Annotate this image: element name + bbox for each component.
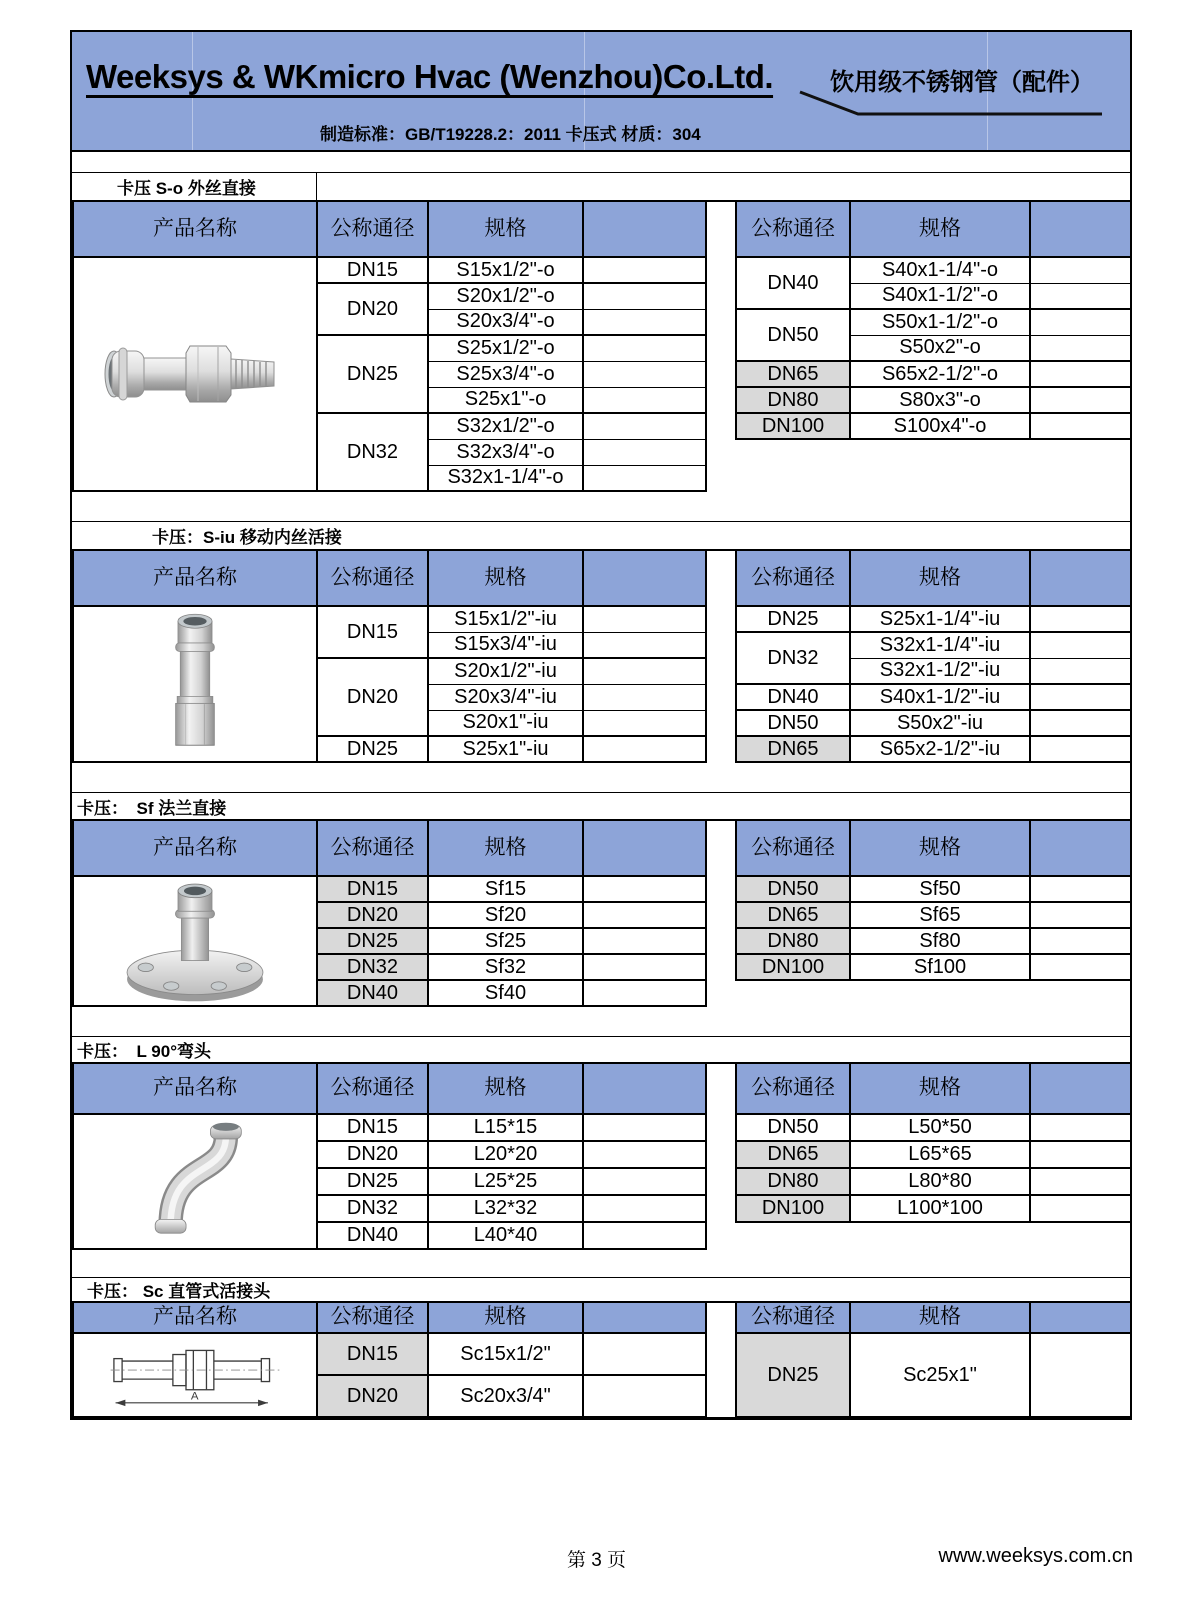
dn-cell: DN50 — [736, 309, 850, 361]
section-body — [72, 1064, 1130, 1249]
dn-cell: DN40 — [736, 257, 850, 309]
section-title-text: 卡压： Sf 法兰直接 — [77, 798, 227, 818]
table-row — [736, 1195, 1131, 1222]
table-row — [73, 1114, 706, 1141]
spec-cell: S25x3/4"-o — [428, 361, 583, 387]
blank-cell — [1030, 684, 1131, 710]
product-category-title: 饮用级不锈钢管（配件） — [830, 69, 1094, 96]
section-gap — [72, 491, 1130, 521]
section-gap — [72, 1249, 1130, 1277]
product-image-press-90-elbow — [73, 1114, 317, 1249]
dn-cell: DN15 — [317, 257, 428, 283]
dn-cell: DN40 — [736, 684, 850, 710]
blank-cell — [583, 1222, 706, 1249]
spec-cell: L32*32 — [428, 1195, 583, 1222]
blank-cell — [1030, 736, 1131, 762]
blank-cell — [583, 257, 706, 283]
table-row — [73, 876, 706, 902]
blank-cell — [583, 1195, 706, 1222]
dn-cell: DN50 — [736, 710, 850, 736]
dn-cell: DN15 — [317, 606, 428, 658]
spec-cell: S50x2"-iu — [850, 710, 1030, 736]
column-header-blank — [1030, 1064, 1131, 1114]
column-header: 公称通径 — [317, 1303, 428, 1333]
dn-cell: DN50 — [736, 876, 850, 902]
blank-cell — [583, 1375, 706, 1417]
product-image-press-flange-adapter — [73, 876, 317, 1006]
blank-cell — [583, 954, 706, 980]
blank-cell — [583, 309, 706, 335]
blank-cell — [583, 928, 706, 954]
product-image-press-male-thread-adapter — [73, 257, 317, 491]
dn-cell: DN20 — [317, 658, 428, 736]
spec-cell: L80*80 — [850, 1168, 1030, 1195]
column-header: 规格 — [428, 551, 583, 606]
sections-container — [72, 152, 1130, 1417]
dn-cell: DN80 — [736, 1168, 850, 1195]
spec-cell: S65x2-1/2"-iu — [850, 736, 1030, 762]
blank-cell — [583, 439, 706, 465]
spec-cell: Sf50 — [850, 876, 1030, 902]
spec-cell: Sf20 — [428, 902, 583, 928]
column-header-blank — [583, 1303, 706, 1333]
table-row — [736, 684, 1131, 710]
blank-cell — [583, 902, 706, 928]
dn-cell: DN25 — [736, 1333, 850, 1417]
table-row — [73, 606, 706, 632]
blank-cell — [583, 1114, 706, 1141]
blank-cell — [1030, 606, 1131, 632]
spec-cell: S80x3"-o — [850, 387, 1030, 413]
table-row — [73, 257, 706, 283]
section-body — [72, 821, 1130, 1006]
blank-cell — [1030, 1141, 1131, 1168]
column-header: 公称通径 — [736, 1303, 850, 1333]
dn-cell: DN15 — [317, 1333, 428, 1375]
blank-cell — [583, 658, 706, 684]
column-header: 产品名称 — [73, 1064, 317, 1114]
table-row — [736, 387, 1131, 413]
spec-table-left — [72, 551, 707, 763]
spec-cell: S25x1/2"-o — [428, 335, 583, 361]
column-header: 规格 — [428, 1064, 583, 1114]
spec-cell: S15x1/2"-o — [428, 257, 583, 283]
blank-cell — [1030, 902, 1131, 928]
table-row — [736, 309, 1131, 335]
blank-cell — [583, 361, 706, 387]
section-gap — [72, 762, 1130, 792]
dn-cell: DN25 — [317, 335, 428, 413]
blank-cell — [1030, 361, 1131, 387]
column-header: 规格 — [850, 202, 1030, 257]
blank-cell — [583, 684, 706, 710]
section-body — [72, 551, 1130, 762]
column-header: 公称通径 — [736, 551, 850, 606]
blank-cell — [583, 1141, 706, 1168]
section-title — [72, 1277, 1130, 1303]
spec-cell: L20*20 — [428, 1141, 583, 1168]
table-row — [736, 928, 1131, 954]
spec-cell: S25x1-1/4"-iu — [850, 606, 1030, 632]
spec-cell: L40*40 — [428, 1222, 583, 1249]
spec-cell: L100*100 — [850, 1195, 1030, 1222]
dn-cell: DN32 — [736, 632, 850, 684]
spec-cell: Sf80 — [850, 928, 1030, 954]
column-header: 公称通径 — [317, 821, 428, 876]
blank-cell — [1030, 1168, 1131, 1195]
dn-cell: DN50 — [736, 1114, 850, 1141]
section-body — [72, 202, 1130, 491]
dn-cell: DN100 — [736, 954, 850, 980]
spec-cell: S32x3/4"-o — [428, 439, 583, 465]
column-header: 公称通径 — [317, 1064, 428, 1114]
column-header-blank — [1030, 202, 1131, 257]
dn-cell: DN25 — [736, 606, 850, 632]
blank-cell — [583, 465, 706, 491]
column-header-blank — [1030, 1303, 1131, 1333]
column-header: 公称通径 — [736, 1064, 850, 1114]
section-title-text: 卡压：S-iu 移动内丝活接 — [152, 528, 342, 547]
blank-cell — [1030, 710, 1131, 736]
dn-cell: DN65 — [736, 736, 850, 762]
spec-cell: S65x2-1/2"-o — [850, 361, 1030, 387]
section-title — [72, 521, 1130, 551]
spec-cell: L25*25 — [428, 1168, 583, 1195]
column-header: 规格 — [850, 821, 1030, 876]
blank-cell — [583, 387, 706, 413]
section-title-text: 卡压： Sc 直管式活接头 — [87, 1282, 271, 1301]
blank-cell — [1030, 954, 1131, 980]
column-header: 公称通径 — [736, 821, 850, 876]
blank-cell — [1030, 413, 1131, 439]
blank-cell — [583, 736, 706, 762]
decorative-swoosh-line — [772, 87, 1117, 122]
dn-cell: DN100 — [736, 1195, 850, 1222]
spec-cell: S20x1"-iu — [428, 710, 583, 736]
spec-cell: Sc20x3/4" — [428, 1375, 583, 1417]
website-text: www.weeksys.com.cn — [938, 1545, 1133, 1567]
column-header: 规格 — [850, 1064, 1030, 1114]
spec-cell: S25x1"-o — [428, 387, 583, 413]
dn-cell: DN25 — [317, 736, 428, 762]
dn-cell: DN32 — [317, 954, 428, 980]
blank-cell — [1030, 928, 1131, 954]
page-number: 第 3 页 — [566, 1550, 627, 1571]
spec-cell: S15x3/4"-iu — [428, 632, 583, 658]
dn-cell: DN100 — [736, 413, 850, 439]
column-header: 公称通径 — [736, 202, 850, 257]
column-header-blank — [1030, 551, 1131, 606]
blank-cell — [1030, 1333, 1131, 1417]
spec-table-right — [735, 1303, 1132, 1418]
dn-cell: DN15 — [317, 876, 428, 902]
spec-table-right — [735, 1064, 1132, 1223]
blank-cell — [1030, 658, 1131, 684]
blank-cell — [1030, 309, 1131, 335]
spec-cell: S32x1-1/4"-iu — [850, 632, 1030, 658]
blank-cell — [1030, 283, 1131, 309]
spec-cell: S20x3/4"-o — [428, 309, 583, 335]
section-title — [72, 172, 1130, 202]
spec-cell: Sf32 — [428, 954, 583, 980]
blank-cell — [583, 876, 706, 902]
spec-table-left — [72, 1303, 707, 1418]
blank-cell — [583, 1168, 706, 1195]
blank-cell — [583, 606, 706, 632]
dn-cell: DN20 — [317, 1141, 428, 1168]
dn-cell: DN32 — [317, 413, 428, 491]
section-title-text: 卡压： L 90°弯头 — [77, 1042, 212, 1061]
dn-cell: DN15 — [317, 1114, 428, 1141]
spec-cell: S50x2"-o — [850, 335, 1030, 361]
table-row — [736, 902, 1131, 928]
blank-cell — [583, 632, 706, 658]
spec-cell: Sc15x1/2" — [428, 1333, 583, 1375]
blank-cell — [583, 413, 706, 439]
column-header: 公称通径 — [317, 551, 428, 606]
dn-cell: DN20 — [317, 1375, 428, 1417]
table-row — [736, 876, 1131, 902]
dn-cell: DN65 — [736, 1141, 850, 1168]
section-gap — [72, 1006, 1130, 1036]
spec-cell: Sf25 — [428, 928, 583, 954]
dn-cell: DN25 — [317, 1168, 428, 1195]
blank-cell — [1030, 876, 1131, 902]
spec-cell: Sf100 — [850, 954, 1030, 980]
spec-table-left — [72, 1064, 707, 1250]
content-frame — [70, 30, 1132, 1420]
dn-cell: DN65 — [736, 361, 850, 387]
table-row — [736, 1141, 1131, 1168]
table-row — [736, 632, 1131, 658]
spec-cell: Sf15 — [428, 876, 583, 902]
table-row — [736, 1114, 1131, 1141]
dn-cell: DN32 — [317, 1195, 428, 1222]
blank-cell — [583, 980, 706, 1006]
spec-cell: Sf65 — [850, 902, 1030, 928]
blank-cell — [583, 335, 706, 361]
dn-cell: DN20 — [317, 902, 428, 928]
table-row — [736, 710, 1131, 736]
spec-cell: S40x1-1/4"-o — [850, 257, 1030, 283]
spec-cell: S40x1-1/2"-iu — [850, 684, 1030, 710]
table-row — [736, 954, 1131, 980]
column-header: 规格 — [428, 202, 583, 257]
spec-cell: S25x1"-iu — [428, 736, 583, 762]
column-header-blank — [583, 1064, 706, 1114]
blank-cell — [1030, 632, 1131, 658]
table-row — [736, 1168, 1131, 1195]
spec-cell: S32x1-1/4"-o — [428, 465, 583, 491]
blank-cell — [1030, 1114, 1131, 1141]
column-header: 规格 — [428, 821, 583, 876]
spec-cell: S20x1/2"-o — [428, 283, 583, 309]
blank-cell — [583, 710, 706, 736]
spec-table-right — [735, 551, 1132, 763]
column-header: 公称通径 — [317, 202, 428, 257]
table-row — [736, 1333, 1131, 1417]
blank-cell — [1030, 1195, 1131, 1222]
company-title: Weeksys & WKmicro Hvac (Wenzhou)Co.Ltd. — [86, 58, 774, 95]
table-row — [736, 606, 1131, 632]
product-image-press-mobile-female-union — [73, 606, 317, 762]
svg-text:A: A — [190, 1390, 199, 1403]
spec-cell: S20x1/2"-iu — [428, 658, 583, 684]
column-header: 产品名称 — [73, 551, 317, 606]
blank-cell — [583, 1333, 706, 1375]
spec-cell: S100x4"-o — [850, 413, 1030, 439]
spec-cell: Sc25x1" — [850, 1333, 1030, 1417]
column-header-blank — [583, 551, 706, 606]
column-header-blank — [583, 821, 706, 876]
column-header: 产品名称 — [73, 1303, 317, 1333]
table-row — [73, 1333, 706, 1375]
standards-line: 制造标准：GB/T19228.2：2011 卡压式 材质：304 — [320, 125, 701, 144]
blank-cell — [1030, 257, 1131, 283]
column-header: 规格 — [850, 551, 1030, 606]
table-row — [736, 361, 1131, 387]
spec-table-left — [72, 821, 707, 1007]
spec-cell: S40x1-1/2"-o — [850, 283, 1030, 309]
column-header: 规格 — [850, 1303, 1030, 1333]
product-image-press-straight-union-drawing — [73, 1333, 317, 1417]
title-cell-divider — [316, 173, 317, 200]
dn-cell: DN40 — [317, 980, 428, 1006]
spec-cell: S15x1/2"-iu — [428, 606, 583, 632]
spec-cell: L65*65 — [850, 1141, 1030, 1168]
header-band — [72, 32, 1130, 152]
section-title-text: 卡压 S-o 外丝直接 — [117, 179, 256, 198]
spec-cell: L50*50 — [850, 1114, 1030, 1141]
dn-cell: DN25 — [317, 928, 428, 954]
spec-cell: S20x3/4"-iu — [428, 684, 583, 710]
section-title — [72, 1036, 1130, 1064]
dn-cell: DN40 — [317, 1222, 428, 1249]
section-gap — [72, 152, 1130, 172]
blank-cell — [1030, 387, 1131, 413]
section-title — [72, 792, 1130, 821]
dn-cell: DN80 — [736, 928, 850, 954]
column-header: 产品名称 — [73, 202, 317, 257]
spec-cell: S32x1/2"-o — [428, 413, 583, 439]
dn-cell: DN80 — [736, 387, 850, 413]
section-body — [72, 1303, 1130, 1417]
column-header-blank — [1030, 821, 1131, 876]
column-header-blank — [583, 202, 706, 257]
spec-table-left — [72, 202, 707, 492]
spec-cell: Sf40 — [428, 980, 583, 1006]
column-header: 规格 — [428, 1303, 583, 1333]
table-row — [736, 413, 1131, 439]
column-header: 产品名称 — [73, 821, 317, 876]
dn-cell: DN20 — [317, 283, 428, 335]
spec-table-right — [735, 202, 1132, 440]
spec-cell: L15*15 — [428, 1114, 583, 1141]
spec-table-right — [735, 821, 1132, 981]
dn-cell: DN65 — [736, 902, 850, 928]
spec-cell: S32x1-1/2"-iu — [850, 658, 1030, 684]
blank-cell — [583, 283, 706, 309]
spec-cell: S50x1-1/2"-o — [850, 309, 1030, 335]
table-row — [736, 257, 1131, 283]
blank-cell — [1030, 335, 1131, 361]
table-row — [736, 736, 1131, 762]
